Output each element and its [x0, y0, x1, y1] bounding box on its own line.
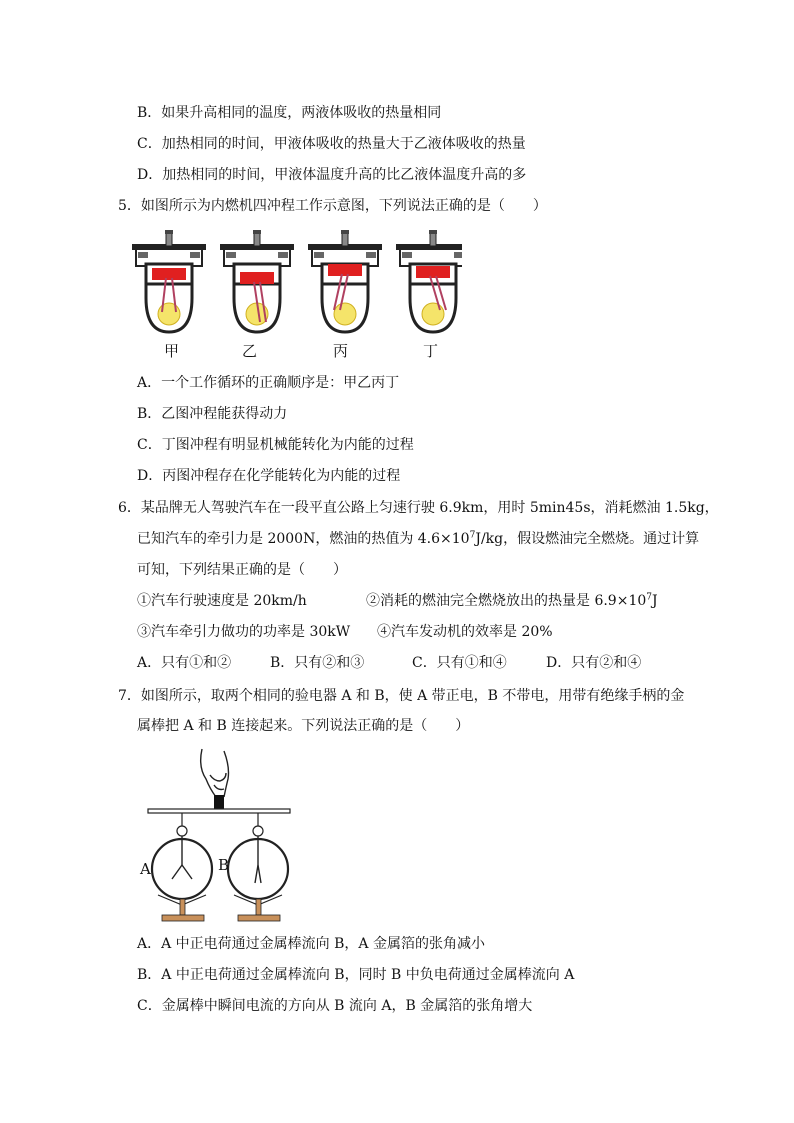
electroscope-b — [228, 813, 288, 921]
prev-option-c: C．加热相同的时间，甲液体吸收的热量大于乙液体吸收的热量 — [137, 136, 526, 152]
q5-option-d: D．丙图冲程存在化学能转化为内能的过程 — [137, 468, 401, 484]
q6-stem-line2: 已知汽车的牵引力是 2000N，燃油的热值为 $4.6\times 10^7J/kg$，假设燃油完全燃烧。通过计算 — [137, 530, 700, 547]
hand-icon — [201, 749, 229, 797]
engine-ding — [396, 230, 462, 332]
metal-rod — [148, 809, 290, 813]
q7-option-b: B．A 中正电荷通过金属棒流向 B，同时 B 中负电荷通过金属棒流向 A — [137, 967, 575, 983]
q5-option-c: C．丁图冲程有明显机械能转化为内能的过程 — [137, 437, 414, 453]
engine-yi — [220, 230, 294, 332]
electroscope-a — [152, 813, 212, 921]
q6-option-a: A．只有①和② — [137, 655, 232, 671]
q5-option-a: A．一个工作循环的正确顺序是：甲乙丙丁 — [137, 375, 400, 391]
q6-statement-3: ③汽车牵引力做功的功率是 30kW — [137, 624, 351, 640]
engine-jia — [132, 230, 206, 332]
q5-option-b: B．乙图冲程能获得动力 — [137, 406, 288, 422]
engine-label-jia: 甲 — [164, 342, 180, 360]
q7-option-a: A．A 中正电荷通过金属棒流向 B，A 金属箔的张角减小 — [137, 936, 485, 952]
q6-stem-line3: 可知，下列结果正确的是（ ） — [137, 562, 347, 578]
engine-label-ding: 丁 — [423, 342, 439, 360]
q6-option-d: D．只有②和④ — [546, 655, 642, 671]
q6-statement-2: ②消耗的燃油完全燃烧放出的热量是 $6.9\times 10^7J$ — [366, 592, 658, 609]
prev-option-d: D．加热相同的时间，甲液体温度升高的比乙液体温度升高的多 — [137, 167, 527, 183]
q7-stem-line2: 属棒把 A 和 B 连接起来。下列说法正确的是（ ） — [137, 718, 470, 734]
q6-option-b: B．只有②和③ — [270, 655, 365, 671]
q5-stem: 5．如图所示为内燃机四冲程工作示意图，下列说法正确的是（ ） — [118, 198, 547, 214]
prev-option-b: B．如果升高相同的温度，两液体吸收的热量相同 — [137, 105, 442, 121]
electroscope-label-b: B — [218, 856, 230, 874]
electroscope-diagram — [140, 745, 300, 925]
engine-diagrams — [132, 228, 462, 340]
q6-stem-line1: 6．某品牌无人驾驶汽车在一段平直公路上匀速行驶 6.9km，用时 5min45s，消耗燃油 1.5kg， — [118, 500, 719, 516]
q7-stem-line1: 7．如图所示，取两个相同的验电器 A 和 B，使 A 带正电，B 不带电，用带有绝缘手柄的金 — [118, 688, 685, 704]
engine-label-bing: 丙 — [333, 342, 349, 360]
q6-option-c: C．只有①和④ — [412, 655, 507, 671]
q7-option-c: C．金属棒中瞬间电流的方向从 B 流向 A，B 金属箔的张角增大 — [137, 998, 533, 1014]
engine-bing — [308, 230, 382, 332]
electroscope-label-a: A — [140, 860, 151, 878]
engine-label-yi: 乙 — [242, 342, 258, 360]
q6-statement-4: ④汽车发动机的效率是 20% — [377, 624, 553, 640]
q6-statement-1: ①汽车行驶速度是 20km/h — [137, 593, 307, 609]
